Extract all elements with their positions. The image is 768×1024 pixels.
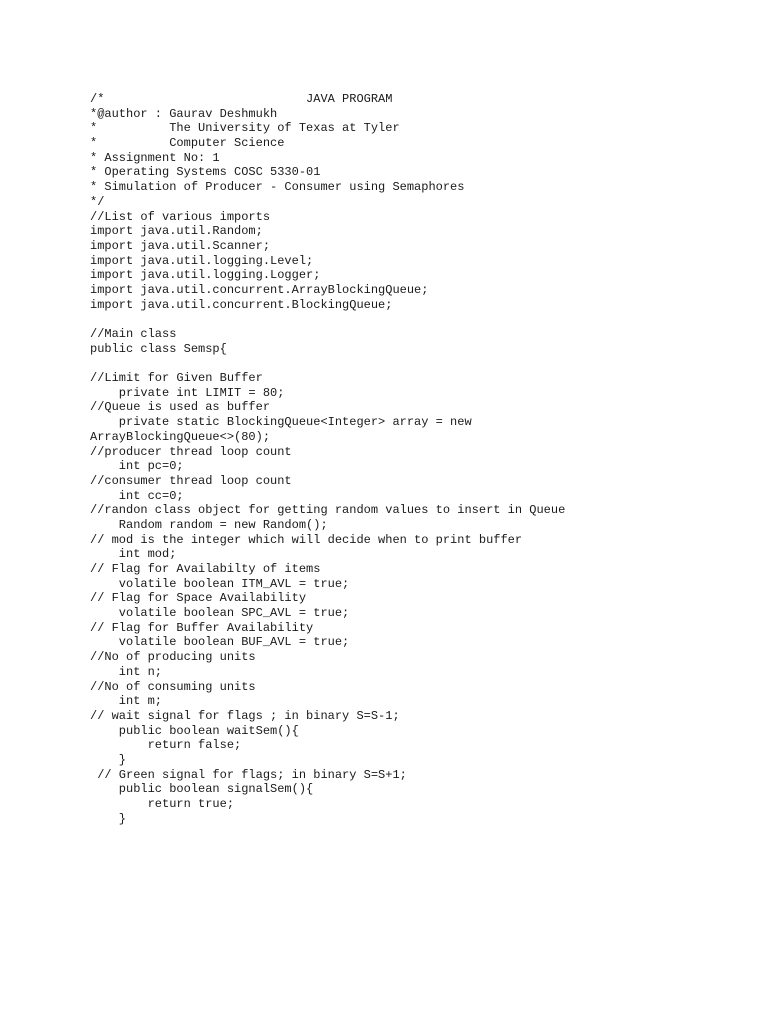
code-line: //producer thread loop count <box>90 444 292 459</box>
code-line: * Operating Systems COSC 5330-01 <box>90 165 321 180</box>
code-line <box>90 312 565 327</box>
code-line: import java.util.Random; <box>90 224 263 239</box>
code-line: import java.util.logging.Logger; <box>90 268 321 283</box>
code-line: //List of various imports <box>90 209 271 224</box>
code-line: * Assignment No: 1 <box>90 150 220 165</box>
code-line: * The University of Texas at Tyler <box>90 121 400 136</box>
code-line: int m; <box>90 694 163 709</box>
code-line: public class Semsp{ <box>90 341 227 356</box>
code-line: * Computer Science <box>90 136 285 151</box>
code-line: // Green signal for flags; in binary S=S+1; <box>90 767 407 782</box>
code-line: public boolean signalSem(){ <box>90 782 314 797</box>
code-line: volatile boolean SPC_AVL = true; <box>90 606 350 621</box>
code-line: //Main class <box>90 327 177 341</box>
code-line: import java.util.concurrent.ArrayBlockingQueue; <box>90 282 429 297</box>
code-line: int cc=0; <box>90 488 184 503</box>
code-line: import java.util.logging.Level; <box>90 253 314 268</box>
code-line: volatile boolean BUF_AVL = true; <box>90 635 350 650</box>
code-line: private static BlockingQueue<Integer> array = new <box>90 415 472 430</box>
code-line: //Limit for Given Buffer <box>90 371 263 386</box>
code-line: volatile boolean ITM_AVL = true; <box>90 576 350 591</box>
code-line: private int LIMIT = 80; <box>90 385 285 400</box>
code-line: // Flag for Space Availability <box>90 591 307 606</box>
code-line: int mod; <box>90 547 177 562</box>
code-line: // wait signal for flags ; in binary S=S-1; <box>90 708 400 723</box>
code-line: */ <box>90 194 105 209</box>
code-line: //No of consuming units <box>90 679 256 694</box>
code-line: //consumer thread loop count <box>90 473 292 488</box>
code-line: // Flag for Availabilty of items <box>90 562 321 576</box>
code-line: //Queue is used as buffer <box>90 400 271 415</box>
java-source-code <box>90 92 565 826</box>
code-line: *@author : Gaurav Deshmukh <box>90 106 278 121</box>
code-line: } <box>90 752 127 767</box>
code-line: import java.util.Scanner; <box>90 238 271 253</box>
code-line: //No of producing units <box>90 650 256 665</box>
code-line: * Simulation of Producer - Consumer using Semaphores <box>90 180 465 195</box>
code-line: //randon class object for getting random values to insert in Queue <box>90 503 566 518</box>
code-line: int n; <box>90 664 163 679</box>
code-line: public boolean waitSem(){ <box>90 723 299 738</box>
code-line: /* JAVA PROGRAM <box>90 92 393 106</box>
code-line: // Flag for Buffer Availability <box>90 620 314 635</box>
code-line: int pc=0; <box>90 459 184 474</box>
code-line: Random random = new Random(); <box>90 517 328 532</box>
code-line <box>90 356 565 371</box>
code-line: } <box>90 811 127 826</box>
code-line: return false; <box>90 738 242 753</box>
code-line: ArrayBlockingQueue<>(80); <box>90 429 271 444</box>
code-line: // mod is the integer which will decide when to print buffer <box>90 532 523 547</box>
code-line: return true; <box>90 797 235 811</box>
code-line: import java.util.concurrent.BlockingQueue; <box>90 297 393 312</box>
